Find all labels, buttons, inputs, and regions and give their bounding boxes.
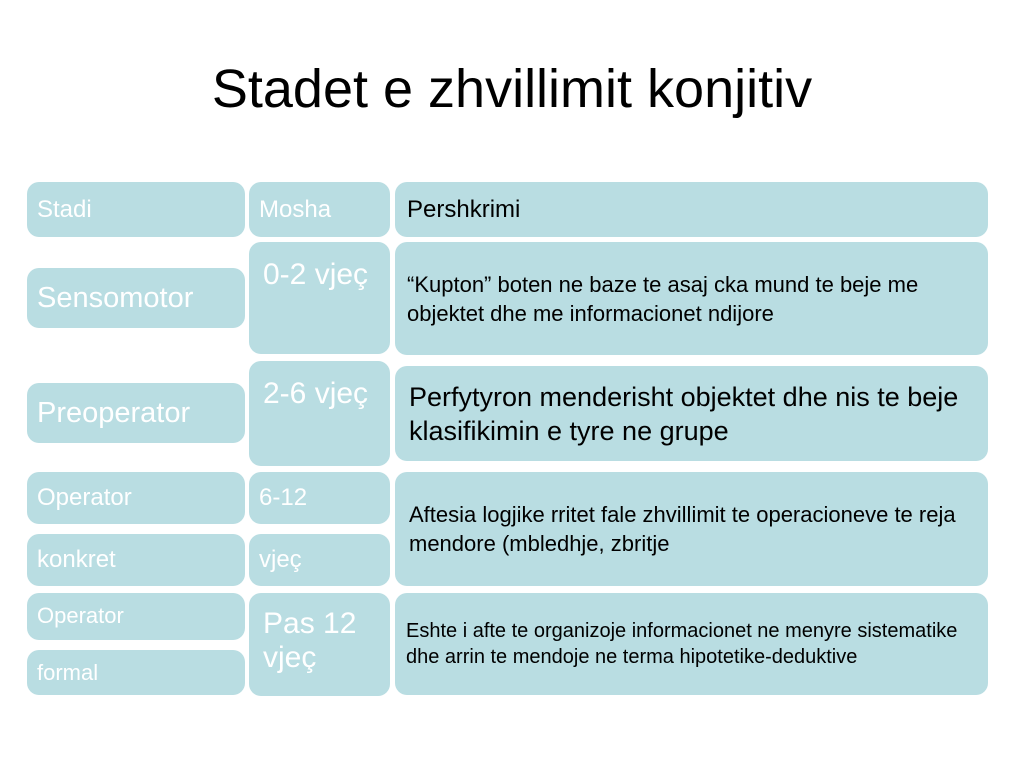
header-stage: Stadi bbox=[27, 182, 245, 237]
description-operator-formal: Eshte i afte te organizoje informacionet ne menyre sistematike dhe arrin te mendoje ne terma hipotetike-deduktive bbox=[395, 593, 988, 695]
stage-operator-formal-line2: formal bbox=[27, 650, 245, 695]
header-age: Mosha bbox=[249, 182, 390, 237]
stage-operator-konkret-line1: Operator bbox=[27, 472, 245, 524]
age-6-12-line1: 6-12 bbox=[249, 472, 390, 524]
description-operator-konkret: Aftesia logjike rritet fale zhvillimit te operacioneve te reja mendore (mbledhje, zbritje bbox=[395, 472, 988, 586]
description-preoperator: Perfytyron menderisht objektet dhe nis te beje klasifikimin e tyre ne grupe bbox=[395, 366, 988, 461]
stage-operator-formal-line1: Operator bbox=[27, 593, 245, 640]
header-description: Pershkrimi bbox=[395, 182, 988, 237]
stage-sensomotor: Sensomotor bbox=[27, 268, 245, 328]
age-6-12-line2: vjeç bbox=[249, 534, 390, 586]
slide-title: Stadet e zhvillimit konjitiv bbox=[211, 59, 813, 119]
stage-preoperator: Preoperator bbox=[27, 383, 245, 443]
description-sensomotor: “Kupton” boten ne baze te asaj cka mund te beje me objektet dhe me informacionet ndijore bbox=[395, 242, 988, 355]
age-0-2: 0-2 vjeç bbox=[249, 242, 390, 354]
age-pas-12: Pas 12 vjeç bbox=[249, 593, 390, 696]
stage-operator-konkret-line2: konkret bbox=[27, 534, 245, 586]
age-2-6: 2-6 vjeç bbox=[249, 361, 390, 466]
